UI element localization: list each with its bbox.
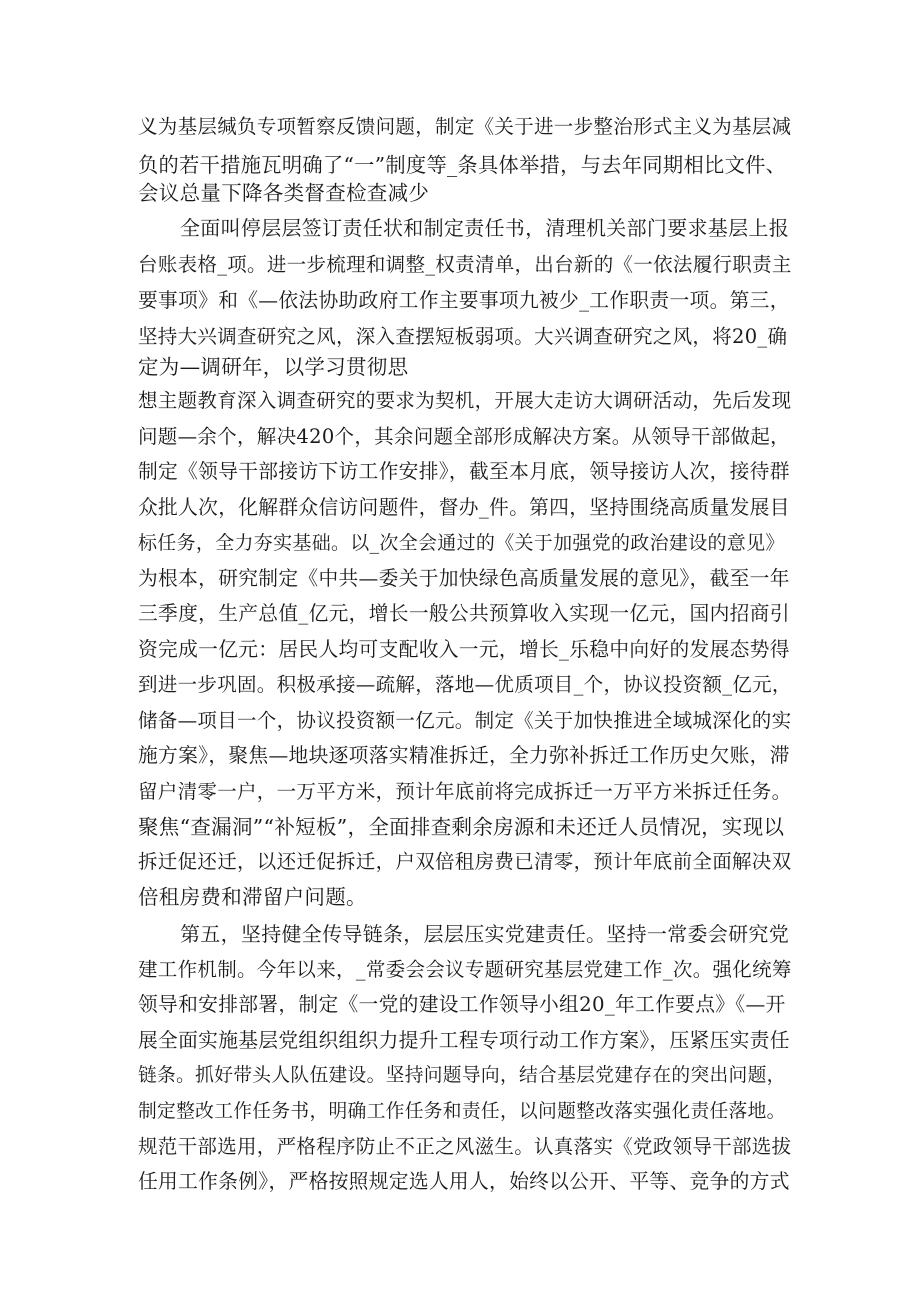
text-line: 链条。抓好带头人队伍建设。坚持问题导向，结合基层党建存在的突出问题， (138, 1065, 786, 1086)
text-line: 要事项》和《—依法协助政府工作主要事项九被少_工作职责一项。第三， (138, 289, 790, 312)
text-line: 规范干部选用，严格程序防止不正之风滋生。认真落实《党政领导干部选拔 (138, 1135, 792, 1158)
text-line: 问题—余个，解决420个，其余问题全部形成解决方案。从领导干部做起， (138, 425, 790, 448)
text-line: 坚持大兴调查研究之风，深入查摆短板弱项。大兴调查研究之风，将20_确 (138, 325, 788, 348)
text-line: 标任务，全力夯实基础。以_次全会通过的《关于加强党的政治建设的意见》 (138, 532, 785, 554)
text-line: 为根本，研究制定《中共—委关于加快绿色高质量发展的意见》，截至一年 (138, 567, 790, 590)
text-line: 制定《领导干部接访下访工作安排》，截至本月底，领导接访人次，接待群 (138, 460, 790, 483)
text-line: 领导和安排部署，制定《一党的建设工作领导小组20_年工作要点》《—开 (138, 993, 786, 1016)
text-line: 展全面实施基层党组织组织力提升工程专项行动工作方案》，压紧压实责任 (138, 1029, 790, 1052)
text-line: 众批人次，化解群众信访问题件，督办_件。第四，坚持围绕高质量发展目 (138, 496, 790, 519)
text-line: 到进一步巩固。积极承接—疏解，落地—优质项目_个，协议投资额_亿元， (138, 673, 792, 696)
text-line: 聚焦“查漏洞”“补短板”，全面排查剩余房源和未还迁人员情况，实现以 (138, 815, 785, 839)
text-line: 施方案》，聚焦—地块逐项落实精准拆迁，全力弥补拆迁工作历史欠账，滞 (138, 744, 790, 767)
text-line: 负的若干措施瓦明确了“一”制度等_条具体举措，与去年同期相比文件、 (138, 153, 787, 177)
text-line: 会议总量下降各类督查检查减少 (138, 181, 430, 205)
text-line: 倍租房费和滞留户问题。 (138, 885, 367, 909)
text-line: 台账表格_项。进一步梳理和调整_权责清单，出台新的《一依法履行职责主 (138, 253, 792, 276)
text-line: 任用工作条例》，严格按照规定选人用人，始终以公开、平等、竞争的方式 (138, 1170, 790, 1193)
text-line: 定为—调研年，以学习贯彻思 (138, 355, 409, 379)
text-line: 留户清零一户，一万平方米，预计年底前将完成拆迁一万平方米拆迁任务。 (138, 780, 792, 803)
text-line: 储备—项目一个，协议投资额一亿元。制定《关于加快推进全域城深化的实 (138, 709, 792, 732)
paragraph-first-line: 第五，坚持健全传导链条，层层压实党建责任。坚持一常委会研究党 (180, 922, 789, 946)
text-line: 拆迁促还迁，以还迁促拆迁，户双倍租房费已清零，预计年底前全面解决双 (138, 850, 792, 873)
text-line: 建工作机制。今年以来，_常委会会议专题研究基层党建工作_次。强化统筹 (138, 958, 792, 981)
text-line: 制定整改工作任务书，明确工作任务和责任，以问题整改落实强化责任落地。 (138, 1101, 786, 1122)
text-line: 想主题教育深入调查研究的要求为契机，开展大走访大调研活动，先后发现 (138, 389, 792, 412)
text-line: 三季度，生产总值_亿元，增长一般公共预算收入实现一亿元，国内招商引 (138, 602, 790, 625)
paragraph-first-line: 全面叫停层层签订责任状和制定责任书，清理机关部门要求基层上报 (180, 216, 789, 240)
text-line: 资完成一亿元：居民人均可支配收入一元，增长_乐稳中向好的发展态势得 (138, 638, 790, 661)
text-line: 义为基层缄负专项暂察反馈问题，制定《关于进一步整治形式主义为基层减 (138, 115, 792, 138)
